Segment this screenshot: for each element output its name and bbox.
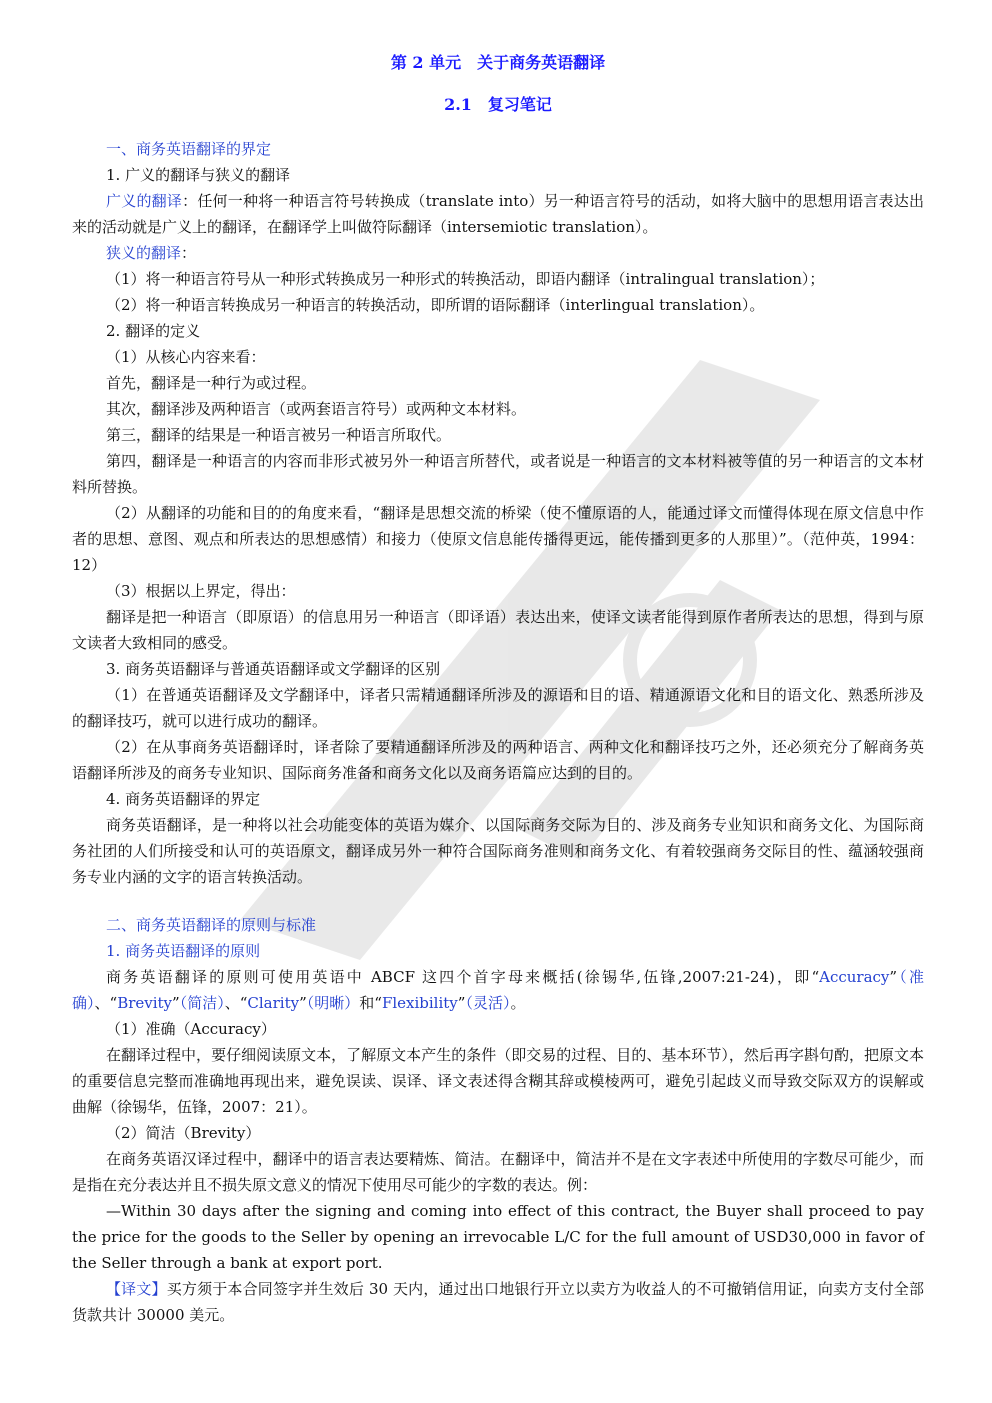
example-english: —Within 30 days after the signing and coming into effect of this contract, the Buyer shall proceed to pay the price for the goods to the Seller by opening an irrevocable L/C for the full amount of USD30,000 in favor of the Seller through a bank at export port. <box>72 1202 924 1272</box>
part2-heading: 二、商务英语翻译的原则与标准 <box>106 916 317 934</box>
brevity-text: 在商务英语汉译过程中，翻译中的语言表达要精炼、简洁。在翻译中，简洁并不是在文字表述中所使用的字数尽可能少，而是指在充分表达并且不损失原文意义的情况下使用尽可能少的字数的表达。例： <box>72 1150 924 1194</box>
term-accuracy: Accuracy <box>819 968 890 986</box>
abcf-text-i: 。 <box>510 994 526 1012</box>
definition-conclusion: 翻译是把一种语言（即原语）的信息用另一种语言（即译语）表达出来，使译文读者能得到原作者所表达的思想，得到与原文读者大致相同的感受。 <box>72 608 924 652</box>
part1-heading: 一、商务英语翻译的界定 <box>106 140 272 158</box>
definition-second: 其次，翻译涉及两种语言（或两套语言符号）或两种文本材料。 <box>106 400 527 418</box>
abcf-text-g: 和“ <box>359 994 382 1012</box>
brevity-heading: （2）简洁（Brevity） <box>106 1124 261 1142</box>
abcf-text-b: ” <box>889 968 898 986</box>
term-flexibility-cn: （灵活） <box>465 994 511 1012</box>
abcf-text-f: ” <box>299 994 307 1012</box>
narrow-item-1: （1）将一种语言符号从一种形式转换成另一种形式的转换活动，即语内翻译（intralingual translation）； <box>106 270 825 288</box>
broad-text: ：任何一种将一种语言符号转换成（translate into）另一种语言符号的活动，如将大脑中的思想用语言表达出来的活动就是广义上的翻译，在翻译学上叫做符际翻译（intersemiotic translation）。 <box>72 192 924 236</box>
chapter-title: 第 2 单元 关于商务英语翻译 <box>390 53 606 72</box>
abcf-paragraph <box>72 964 924 1016</box>
term-flexibility: Flexibility <box>381 994 458 1012</box>
term-brevity-cn: （简洁） <box>179 994 225 1012</box>
section-gap <box>72 890 924 912</box>
part2-sub1: 1. 商务英语翻译的原则 <box>106 942 261 960</box>
term-clarity-cn: （明晰） <box>306 994 360 1012</box>
abcf-text-d: ” <box>172 994 180 1012</box>
translation-text: 买方须于本合同签字并生效后 30 天内，通过出口地银行开立以卖方为收益人的不可撤销信用证，向卖方支付全部货款共计 30000 美元。 <box>72 1280 924 1324</box>
document-body <box>72 48 924 1328</box>
broad-label: 广义的翻译 <box>106 192 183 210</box>
abcf-text-c: 、“ <box>94 994 118 1012</box>
accuracy-heading: （1）准确（Accuracy） <box>106 1020 276 1038</box>
definition-item-2: （2）从翻译的功能和目的的角度来看，“翻译是思想交流的桥梁（使不懂原语的人，能通过译文而懂得体现在原文信息中作者的思想、意图、观点和所表达的思想感情）和接力（使原文信息能传播得更远，能传播到更多的人那里）”。（范仲英，1994：12） <box>72 504 924 574</box>
term-clarity: Clarity <box>247 994 300 1012</box>
part1-sub3: 3. 商务英语翻译与普通英语翻译或文学翻译的区别 <box>106 660 441 678</box>
accuracy-text: 在翻译过程中，要仔细阅读原文本，了解原文本产生的条件（即交易的过程、目的、基本环节），然后再字斟句酌，把原文本的重要信息完整而准确地再现出来，避免误读、误译、译文表述得含糊其辞或模棱两可，避免引起歧义而导致交际双方的误解或曲解（徐锡华，伍锋，2007：21）。 <box>72 1046 924 1116</box>
broad-translation-paragraph <box>72 188 924 240</box>
translation-label: 【译文】 <box>106 1280 167 1298</box>
definition-item-1: （1）从核心内容来看： <box>106 348 266 366</box>
narrow-colon: ： <box>181 244 197 262</box>
narrow-label: 狭义的翻译 <box>106 244 182 262</box>
narrow-item-2: （2）将一种语言转换成另一种语言的转换活动，即所谓的语际翻译（interlingual translation）。 <box>106 296 765 314</box>
difference-item-1: （1）在普通英语翻译及文学翻译中，译者只需精通翻译所涉及的源语和目的语、精通源语文化和目的语文化、熟悉所涉及的翻译技巧，就可以进行成功的翻译。 <box>72 686 924 730</box>
part1-sub2: 2. 翻译的定义 <box>106 322 201 340</box>
definition-first: 首先，翻译是一种行为或过程。 <box>106 374 317 392</box>
abcf-text-h: ” <box>457 994 466 1012</box>
difference-item-2: （2）在从事商务英语翻译时，译者除了要精通翻译所涉及的两种语言、两种文化和翻译技巧之外，还必须充分了解商务英语翻译所涉及的商务专业知识、国际商务准备和商务文化以及商务语篇应达到的目的。 <box>72 738 924 782</box>
definition-fourth: 第四，翻译是一种语言的内容而非形式被另外一种语言所替代，或者说是一种语言的文本材料被等值的另一种语言的文本材料所替换。 <box>72 452 924 496</box>
term-brevity: Brevity <box>117 994 173 1012</box>
example-translation <box>72 1276 924 1328</box>
narrow-translation-label-line <box>72 240 924 266</box>
part1-sub1: 1. 广义的翻译与狭义的翻译 <box>106 166 291 184</box>
abcf-text-a: 商务英语翻译的原则可使用英语中 ABCF 这四个首字母来概括(徐锡华,伍锋,2007:21-24)，即“ <box>106 968 820 986</box>
part1-sub4: 4. 商务英语翻译的界定 <box>106 790 261 808</box>
business-translation-definition: 商务英语翻译，是一种将以社会功能变体的英语为媒介、以国际商务交际为目的、涉及商务专业知识和商务文化、为国际商务社团的人们所接受和认可的英语原文，翻译成另外一种符合国际商务准则和商务文化、有着较强商务交际目的性、蕴涵较强商务专业内涵的文字的语言转换活动。 <box>72 816 924 886</box>
abcf-text-e: 、“ <box>224 994 248 1012</box>
definition-item-3: （3）根据以上界定，得出： <box>106 582 296 600</box>
term-accuracy-cn: （准确） <box>72 968 924 1012</box>
definition-third: 第三，翻译的结果是一种语言被另一种语言所取代。 <box>106 426 452 444</box>
section-title: 2.1 复习笔记 <box>444 95 552 114</box>
